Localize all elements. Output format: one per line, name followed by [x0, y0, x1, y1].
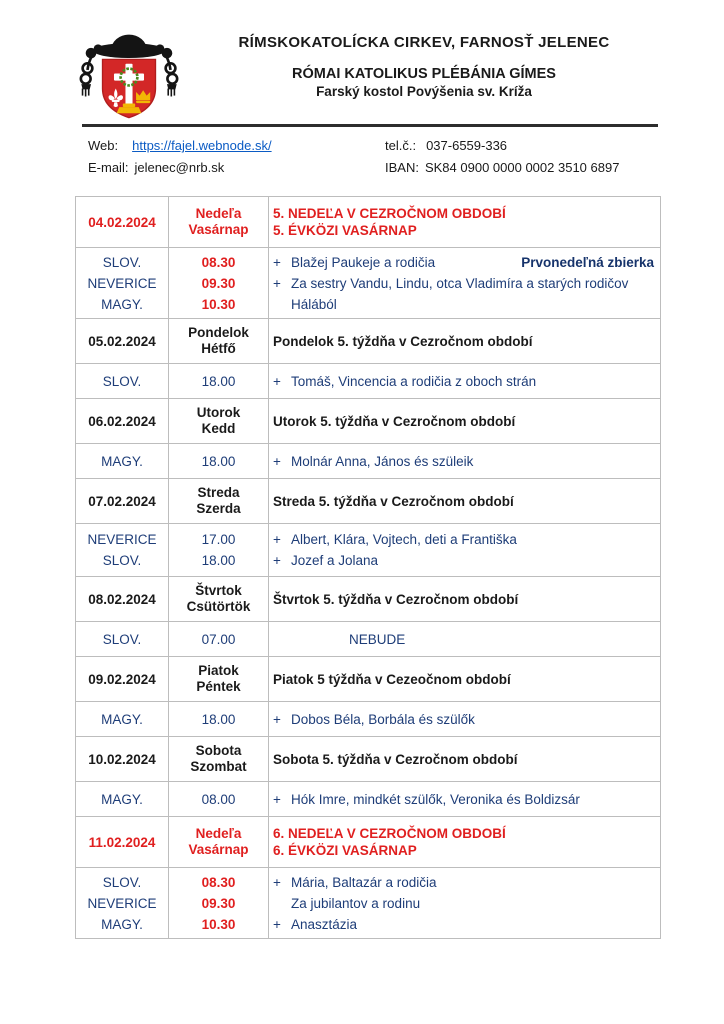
time-line: 10.30 — [201, 916, 236, 932]
intention-line — [273, 789, 656, 810]
day-name-line: Szerda — [196, 501, 241, 516]
time-cell — [169, 248, 269, 319]
schedule-row-masses — [76, 364, 661, 399]
intention-text: Hók Imre, mindkét szülők, Veronika és Boldizsár — [291, 791, 580, 807]
intention-line — [273, 709, 656, 730]
intention-text: Tomáš, Vincencia a rodičia z oboch strán — [291, 373, 537, 389]
schedule-row-day — [76, 657, 661, 702]
place-line: MAGY. — [101, 916, 143, 932]
intention-text: Dobos Béla, Borbála és szülők — [291, 711, 475, 727]
schedule-row-day — [76, 319, 661, 364]
intention-text: NEBUDE — [349, 631, 406, 647]
intention-cell — [269, 248, 661, 319]
day-name-cell — [169, 399, 269, 444]
schedule-row-masses — [76, 248, 661, 319]
time-line: 08.00 — [201, 791, 236, 807]
day-name-line: Pondelok — [188, 325, 249, 340]
date-cell: 10.02.2024 — [76, 737, 169, 782]
contact-tel — [385, 136, 660, 156]
day-title-line: Štvrtok 5. týždňa v Cezročnom období — [273, 591, 519, 607]
date-cell: 11.02.2024 — [76, 817, 169, 868]
schedule-row-day — [76, 817, 661, 868]
time-line: 18.00 — [201, 373, 236, 389]
day-name-line: Utorok — [196, 405, 241, 420]
day-title-line: 5. ÉVKÖZI VASÁRNAP — [273, 223, 417, 238]
plus-sign: + — [273, 791, 281, 807]
time-cell — [169, 702, 269, 737]
plus-sign: + — [273, 373, 281, 389]
place-cell — [76, 248, 169, 319]
day-title-cell — [269, 657, 661, 702]
place-line: NEVERICE — [87, 275, 157, 291]
iban-label: IBAN: — [385, 160, 419, 175]
schedule-row-day — [76, 577, 661, 622]
day-name-cell — [169, 197, 269, 248]
day-title-cell — [269, 817, 661, 868]
schedule-row-masses — [76, 444, 661, 479]
time-line: 08.30 — [201, 874, 236, 890]
place-line: SLOV. — [102, 254, 142, 270]
intention-text: Jozef a Jolana — [291, 553, 379, 568]
time-line: 18.00 — [201, 453, 236, 469]
time-cell — [169, 364, 269, 399]
tel-label: tel.č.: — [385, 138, 417, 153]
intention-text: Blažej Paukeje a rodičia — [291, 254, 436, 270]
day-title-line: Streda 5. týždňa v Cezročnom období — [273, 493, 514, 509]
time-cell — [169, 868, 269, 939]
place-cell — [76, 444, 169, 479]
plus-sign: + — [273, 874, 281, 890]
schedule-row-masses — [76, 868, 661, 939]
place-cell — [76, 524, 169, 577]
plus-sign: + — [273, 711, 281, 727]
day-name-line: Kedd — [201, 421, 236, 436]
header-divider — [82, 124, 658, 127]
email-label: E-mail: — [88, 160, 129, 175]
schedule-row-day — [76, 197, 661, 248]
day-name-line: Péntek — [196, 679, 241, 694]
intention-line — [273, 252, 656, 273]
place-cell — [76, 364, 169, 399]
date-cell: 05.02.2024 — [76, 319, 169, 364]
day-name-line: Csütörtök — [186, 599, 251, 614]
header-titles — [188, 24, 660, 128]
plus-sign: + — [273, 254, 281, 270]
day-title-line: Sobota 5. týždňa v Cezročnom období — [273, 751, 518, 767]
day-name-line: Štvrtok — [195, 583, 242, 598]
day-name-line: Streda — [197, 485, 240, 500]
time-line: 10.30 — [201, 296, 236, 312]
schedule-row-day — [76, 479, 661, 524]
schedule-row-day — [76, 737, 661, 782]
day-title-line: Piatok 5 týždňa v Cezeočnom období — [273, 671, 511, 687]
plus-sign: + — [273, 553, 281, 568]
place-line: MAGY. — [101, 296, 143, 312]
schedule-row-masses — [76, 524, 661, 577]
tel-value: 037-6559-336 — [426, 138, 508, 153]
time-cell — [169, 782, 269, 817]
place-line: SLOV. — [102, 631, 142, 647]
place-line: SLOV. — [102, 553, 142, 568]
contact-web — [88, 136, 385, 156]
intention-cell — [269, 524, 661, 577]
plus-sign: + — [273, 916, 281, 932]
time-line: 09.30 — [201, 275, 236, 291]
day-title-line: Utorok 5. týždňa v Cezročnom období — [273, 413, 516, 429]
place-line: NEVERICE — [87, 895, 157, 911]
time-line: 17.00 — [201, 532, 236, 547]
document-header — [76, 24, 660, 128]
intention-line — [273, 629, 656, 650]
time-line: 08.30 — [201, 254, 236, 270]
intention-text: Za sestry Vandu, Lindu, otca Vladimíra a starých rodičov — [291, 275, 629, 291]
contact-email — [88, 158, 385, 178]
intention-line — [273, 273, 656, 294]
time-cell — [169, 444, 269, 479]
day-title-cell — [269, 197, 661, 248]
day-name-line: Vasárnap — [188, 222, 249, 237]
intention-line — [273, 914, 656, 935]
day-name-cell — [169, 817, 269, 868]
place-cell — [76, 782, 169, 817]
place-line: SLOV. — [102, 874, 142, 890]
intention-text: Albert, Klára, Vojtech, deti a Františka — [291, 532, 517, 547]
day-name-cell — [169, 577, 269, 622]
date-cell: 06.02.2024 — [76, 399, 169, 444]
intention-cell — [269, 782, 661, 817]
place-cell — [76, 622, 169, 657]
email-value: jelenec@nrb.sk — [134, 160, 225, 175]
collection-note: Prvonedeľná zbierka — [521, 254, 654, 270]
date-cell: 07.02.2024 — [76, 479, 169, 524]
time-line: 09.30 — [201, 895, 236, 911]
place-line: NEVERICE — [87, 532, 157, 547]
intention-text: Molnár Anna, János és szüleik — [291, 453, 474, 469]
day-name-line: Hétfő — [201, 341, 236, 356]
place-line: SLOV. — [102, 373, 142, 389]
day-title-line: 5. NEDEĽA V CEZROČNOM OBDOBÍ — [273, 206, 506, 221]
day-name-line: Vasárnap — [188, 842, 249, 857]
parish-title-slovak: RÍMSKOKATOLÍCKA CIRKEV, FARNOSŤ JELENEC — [238, 34, 610, 51]
day-title-cell — [269, 399, 661, 444]
web-label: Web: — [88, 138, 119, 153]
time-line: 18.00 — [201, 711, 236, 727]
contact-iban — [385, 158, 660, 178]
church-subtitle: Farský kostol Povýšenia sv. Kríža — [316, 84, 532, 99]
day-title-cell — [269, 577, 661, 622]
intention-text: Anasztázia — [291, 916, 358, 932]
time-line: 18.00 — [201, 553, 236, 568]
time-line: 07.00 — [201, 631, 236, 647]
website-link[interactable]: https://fajel.webnode.sk/ — [132, 138, 272, 153]
intention-cell — [269, 444, 661, 479]
schedule-row-masses — [76, 622, 661, 657]
intention-line — [273, 893, 656, 914]
intention-cell — [269, 622, 661, 657]
intention-line — [273, 371, 656, 392]
intention-line — [273, 294, 656, 315]
intention-line — [273, 550, 656, 571]
date-cell: 09.02.2024 — [76, 657, 169, 702]
plus-sign: + — [273, 275, 281, 291]
intention-text: Hálából — [291, 296, 337, 312]
schedule-row-masses — [76, 782, 661, 817]
day-name-cell — [169, 737, 269, 782]
intention-line — [273, 451, 656, 472]
day-title-cell — [269, 319, 661, 364]
intention-cell — [269, 364, 661, 399]
place-line: MAGY. — [101, 453, 143, 469]
intention-text: Za jubilantov a rodinu — [291, 895, 421, 911]
place-cell — [76, 868, 169, 939]
intention-cell — [269, 868, 661, 939]
day-name-line: Nedeľa — [195, 826, 242, 841]
mass-schedule-table — [75, 196, 661, 939]
schedule-row-day — [76, 399, 661, 444]
day-name-cell — [169, 479, 269, 524]
parish-title-hungarian: RÓMAI KATOLIKUS PLÉBÁNIA GÍMES — [292, 66, 556, 82]
place-cell — [76, 702, 169, 737]
time-cell — [169, 524, 269, 577]
day-name-line: Nedeľa — [195, 206, 242, 221]
place-line: MAGY. — [101, 791, 143, 807]
day-name-line: Sobota — [195, 743, 242, 758]
place-line: MAGY. — [101, 711, 143, 727]
day-title-cell — [269, 737, 661, 782]
day-title-cell — [269, 479, 661, 524]
time-cell — [169, 622, 269, 657]
day-title-line: 6. ÉVKÖZI VASÁRNAP — [273, 843, 417, 858]
date-cell: 04.02.2024 — [76, 197, 169, 248]
date-cell: 08.02.2024 — [76, 577, 169, 622]
intention-cell — [269, 702, 661, 737]
intention-text: Mária, Baltazár a rodičia — [291, 874, 437, 890]
plus-sign: + — [273, 532, 281, 547]
plus-sign: + — [273, 453, 281, 469]
day-name-line: Piatok — [198, 663, 239, 678]
contact-block — [88, 136, 660, 178]
intention-line — [273, 529, 656, 550]
schedule-row-masses — [76, 702, 661, 737]
iban-value: SK84 0900 0000 0002 3510 6897 — [424, 160, 620, 175]
parish-coat-of-arms-icon — [76, 24, 188, 128]
day-title-line: 6. NEDEĽA V CEZROČNOM OBDOBÍ — [273, 826, 506, 841]
day-name-cell — [169, 319, 269, 364]
day-title-line: Pondelok 5. týždňa v Cezročnom období — [273, 333, 533, 349]
intention-line — [273, 872, 656, 893]
day-name-line: Szombat — [190, 759, 247, 774]
day-name-cell — [169, 657, 269, 702]
